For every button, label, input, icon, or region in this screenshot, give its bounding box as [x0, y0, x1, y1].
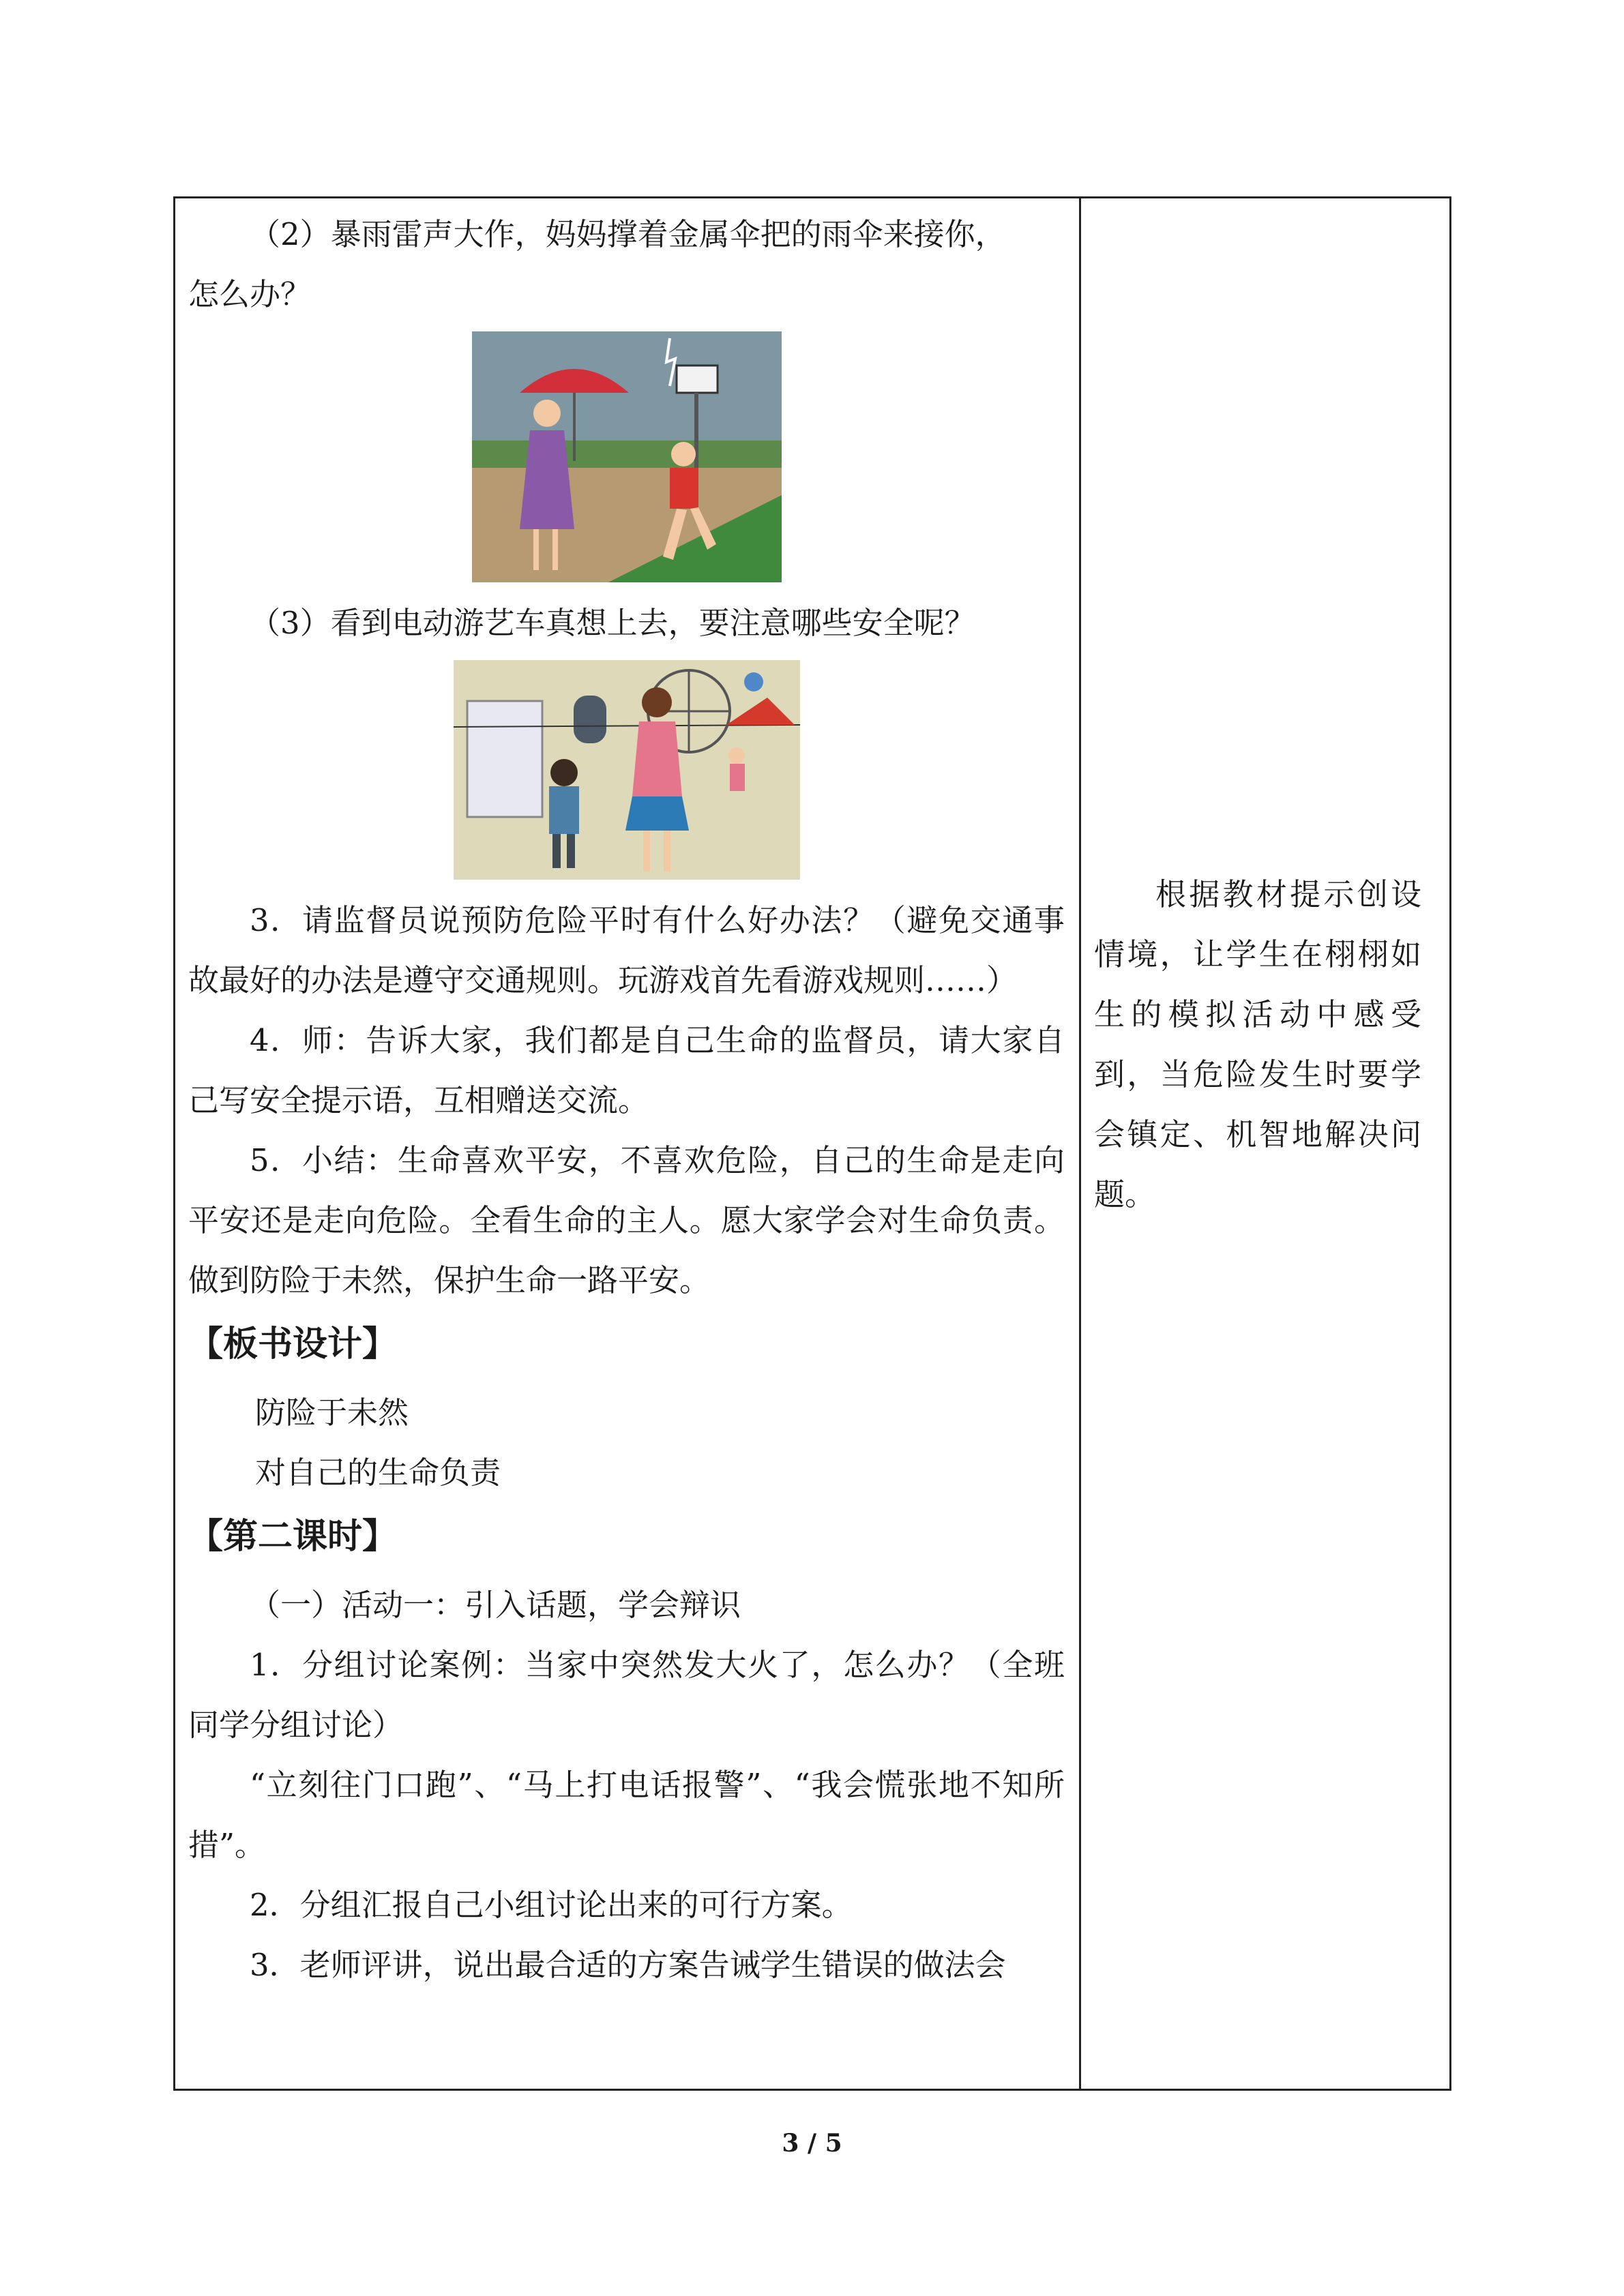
- illustration-rain-umbrella: [472, 331, 782, 582]
- question-3: （3）看到电动游艺车真想上去，要注意哪些安全呢？: [250, 605, 975, 641]
- lesson2-quotes: “立刻往门口跑”、“马上打电话报警”、“我会慌张地不知所措”。: [188, 1767, 1065, 1863]
- lesson2-item-3: 3．老师评讲，说出最合适的方案告诫学生错误的做法会: [250, 1947, 1006, 1983]
- column-divider: [1079, 196, 1081, 2091]
- item-3: 3．请监督员说预防危险平时有什么好办法？（避免交通事故最好的办法是遵守交通规则。玩游戏首先看游戏规则……）: [188, 902, 1065, 998]
- item-4: 4．师：告诉大家，我们都是自己生命的监督员，请大家自己写安全提示语，互相赠送交流。: [188, 1022, 1065, 1118]
- question-2-line-1: （2）暴雨雷声大作，妈妈撑着金属伞把的雨伞来接你，: [250, 216, 1006, 252]
- page-number: 3 / 5: [782, 2129, 842, 2158]
- activity-1: （一）活动一：引入话题，学会辩识: [250, 1587, 741, 1623]
- board-line-1: 防险于未然: [255, 1395, 409, 1431]
- lesson2-item-2: 2．分组汇报自己小组讨论出来的可行方案。: [250, 1887, 853, 1923]
- heading-board-design: 【板书设计】: [188, 1324, 398, 1365]
- question-2-line-2: 怎么办？: [188, 276, 312, 312]
- lesson2-item-1: 1．分组讨论案例：当家中突然发大火了，怎么办？（全班同学分组讨论）: [188, 1647, 1065, 1743]
- item-5: 5．小结：生命喜欢平安，不喜欢危险，自己的生命是走向平安还是走向危险。全看生命的主人。愿大家学会对生命负责。做到防险于未然，保护生命一路平安。: [188, 1142, 1065, 1298]
- design-note: 根据教材提示创设情境，让学生在栩栩如生的模拟活动中感受到，当危险发生时要学会镇定、机智地解决问题。: [1094, 876, 1421, 1212]
- right-column: [1094, 865, 1421, 1225]
- heading-lesson-2: 【第二课时】: [188, 1517, 398, 1557]
- board-line-2: 对自己的生命负责: [255, 1455, 501, 1491]
- left-column: [188, 205, 1065, 1995]
- illustration-amusement-ride: [454, 660, 800, 880]
